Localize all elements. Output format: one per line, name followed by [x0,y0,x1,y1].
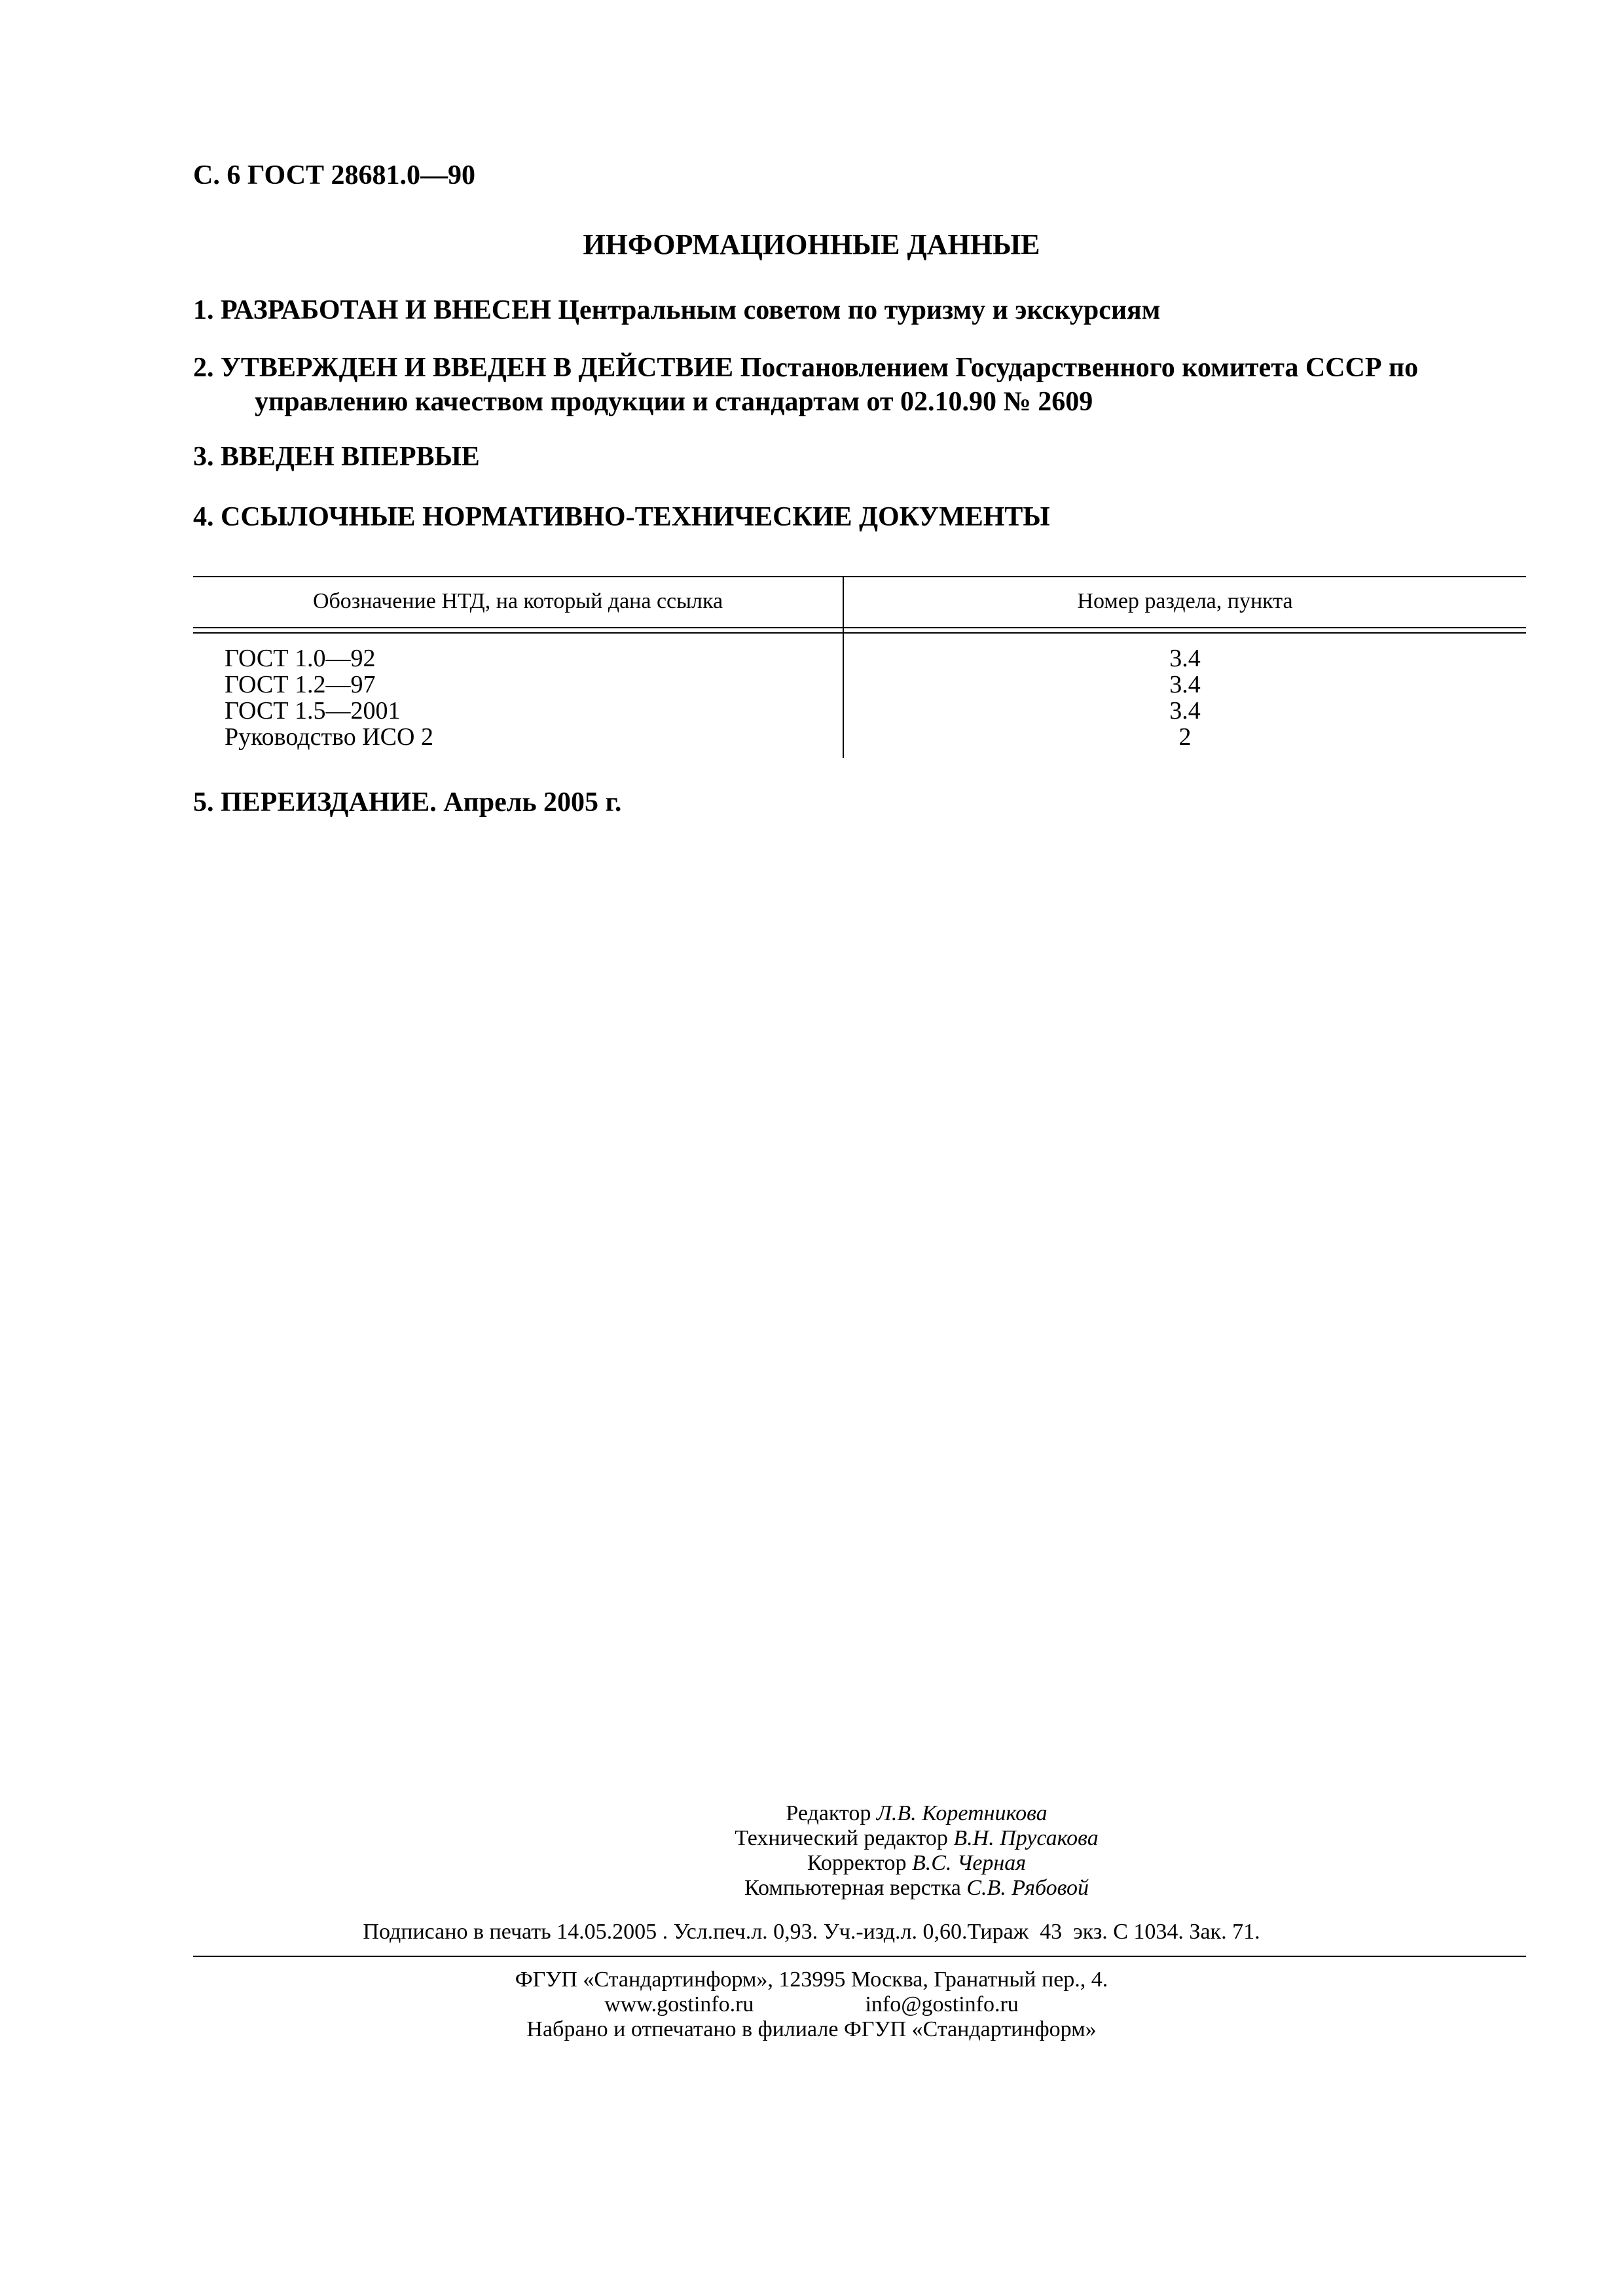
info-item-3 [193,440,1529,474]
item-lead: ПЕРЕИЗДАНИЕ. [221,787,437,817]
credit-role: Технический редактор [735,1826,954,1850]
table-column-sections [844,645,1526,750]
table-cell-section: 3.4 [1169,697,1201,725]
credit-layout [589,1876,1244,1901]
table-cell-document: ГОСТ 1.0—92 [225,645,376,672]
item-lead: ССЫЛОЧНЫЕ НОРМАТИВНО-ТЕХНИЧЕСКИЕ ДОКУМЕНТЫ [221,502,1050,532]
item-text: Постановлением Государственного комитета СССР по [733,353,1419,383]
info-item-1 [193,293,1529,327]
credit-person: В.Н. Прусакова [953,1826,1099,1850]
item-number: 4. [193,502,214,532]
publisher-website: www.gostinfo.ru [604,1992,754,2017]
reference-table [193,576,1526,759]
credit-proofreader [589,1851,1244,1876]
credit-role: Корректор [807,1851,912,1875]
info-item-4 [193,500,1529,534]
publisher-address: ФГУП «Стандартинформ», 123995 Москва, Гранатный пер., 4. [515,1967,1108,1992]
table-cell-document: ГОСТ 1.2—97 [225,671,376,698]
item-number: 1. [193,295,214,325]
info-item-2 [193,351,1529,419]
publisher-contacts [0,1992,1623,2017]
table-column-documents [225,645,433,750]
credit-editor [589,1801,1244,1826]
item-text: Апрель 2005 г. [436,787,622,817]
info-item-5 [193,785,1529,819]
table-header-rule [193,627,1526,628]
running-head: С. 6 ГОСТ 28681.0—90 [193,160,476,190]
publisher-printing: Набрано и отпечатано в филиале ФГУП «Стандартинформ» [526,2017,1097,2041]
print-info: Подписано в печать 14.05.2005 . Усл.печ.л. 0,93. Уч.-изд.л. 0,60.Тираж 43 экз. С 1034. Зак. 71. [363,1920,1260,1944]
item-text: Центральным советом по туризму и экскурсиям [551,295,1161,325]
publisher-info [0,1967,1623,2042]
credit-person: С.В. Рябовой [966,1876,1089,1900]
item-text-line2: управлению качеством продукции и стандартам от 02.10.90 № 2609 [255,387,1093,417]
table-cell-document: Руководство ИСО 2 [225,723,433,751]
table-cell-section: 3.4 [1169,671,1201,698]
imprint-rule [193,1956,1526,1957]
credit-person: Л.В. Коретникова [876,1801,1048,1825]
editorial-credits [589,1801,1244,1901]
table-cell-document: ГОСТ 1.5—2001 [225,697,401,725]
credit-role: Редактор [786,1801,877,1825]
item-number: 3. [193,442,214,472]
table-header-document: Обозначение НТД, на который дана ссылка [312,589,723,613]
section-title: ИНФОРМАЦИОННЫЕ ДАННЫЕ [583,228,1040,260]
publisher-email: info@gostinfo.ru [865,1992,1019,2017]
item-number: 2. [193,353,214,383]
table-cell-section: 2 [1178,723,1192,751]
table-header-section: Номер раздела, пункта [1077,589,1293,613]
table-top-rule [193,576,1526,577]
credit-person: В.С. Черная [911,1851,1027,1875]
item-lead: РАЗРАБОТАН И ВНЕСЕН [221,295,551,325]
credit-technical-editor [589,1826,1244,1851]
item-lead: УТВЕРЖДЕН И ВВЕДЕН В ДЕЙСТВИЕ [221,353,734,383]
table-cell-section: 3.4 [1169,645,1201,672]
item-lead: ВВЕДЕН ВПЕРВЫЕ [221,442,480,472]
table-header-rule [193,632,1526,634]
credit-role: Компьютерная верстка [744,1876,967,1900]
item-number: 5. [193,787,214,817]
